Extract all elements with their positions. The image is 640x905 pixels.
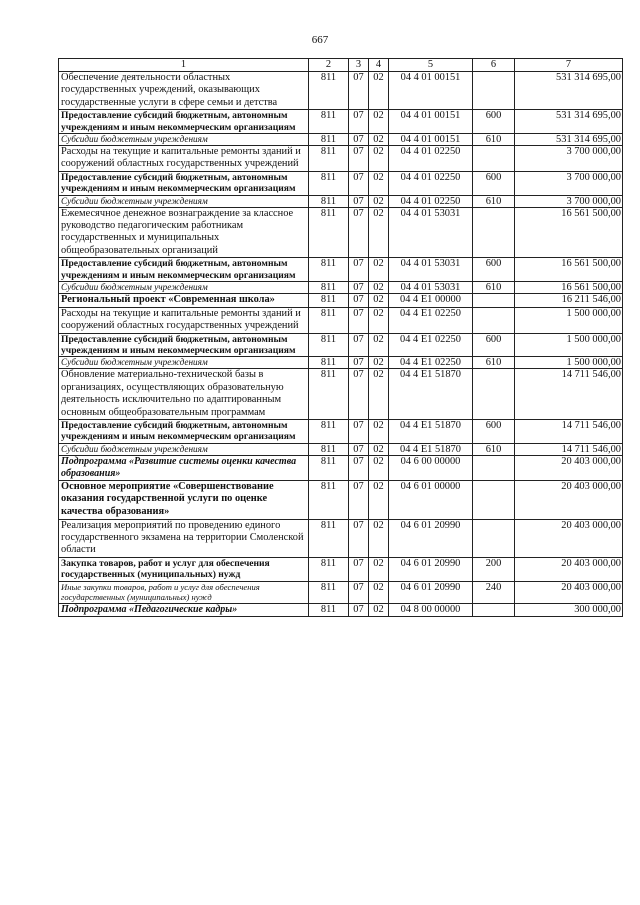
table-row (59, 357, 623, 369)
amount-cell: 20 403 000,00 (515, 480, 623, 519)
admin-code-cell: 811 (309, 443, 349, 455)
table-row (59, 519, 623, 557)
amount-cell: 16 561 500,00 (515, 258, 623, 282)
row-name-cell: Иные закупки товаров, работ и услуг для обеспечения государственных (муниципальных) нужд (59, 581, 309, 603)
amount-cell: 20 403 000,00 (515, 557, 623, 581)
section-code-cell: 07 (349, 333, 369, 357)
target-article-cell: 04 4 E1 00000 (389, 294, 473, 308)
expense-type-cell (473, 307, 515, 333)
table-row (59, 603, 623, 616)
section-code-cell: 07 (349, 557, 369, 581)
row-name-cell: Предоставление субсидий бюджетным, автономным учреждениям и иным некоммерческим организациям (59, 171, 309, 195)
expense-type-cell (473, 294, 515, 308)
amount-cell: 531 314 695,00 (515, 134, 623, 146)
target-article-cell: 04 4 E1 02250 (389, 333, 473, 357)
admin-code-cell: 811 (309, 207, 349, 258)
page-number: 667 (311, 34, 329, 46)
expense-type-cell: 610 (473, 443, 515, 455)
target-article-cell: 04 6 01 00000 (389, 480, 473, 519)
admin-code-cell: 811 (309, 369, 349, 420)
target-article-cell: 04 4 01 00151 (389, 110, 473, 134)
admin-code-cell: 811 (309, 294, 349, 308)
subsection-code-cell: 02 (369, 134, 389, 146)
target-article-cell: 04 4 E1 51870 (389, 419, 473, 443)
subsection-code-cell: 02 (369, 110, 389, 134)
row-name-cell: Субсидии бюджетным учреждениям (59, 357, 309, 369)
row-name-cell: Обновление материально-технической базы в организациях, осуществляющих образовательную деятельность исключительно по адаптированным основным общеобразовательным программам (59, 369, 309, 420)
column-header: 6 (473, 59, 515, 72)
row-name-cell: Предоставление субсидий бюджетным, автономным учреждениям и иным некоммерческим организациям (59, 258, 309, 282)
target-article-cell: 04 4 01 02250 (389, 195, 473, 207)
table-row (59, 171, 623, 195)
row-name-cell: Расходы на текущие и капитальные ремонты зданий и сооружений областных государственных учреждений (59, 146, 309, 172)
table-row (59, 443, 623, 455)
subsection-code-cell: 02 (369, 443, 389, 455)
amount-cell: 1 500 000,00 (515, 357, 623, 369)
table-row (59, 419, 623, 443)
subsection-code-cell: 02 (369, 195, 389, 207)
section-code-cell: 07 (349, 282, 369, 294)
admin-code-cell: 811 (309, 171, 349, 195)
admin-code-cell: 811 (309, 480, 349, 519)
expense-type-cell (473, 369, 515, 420)
table-row (59, 333, 623, 357)
subsection-code-cell: 02 (369, 455, 389, 480)
expense-type-cell: 610 (473, 357, 515, 369)
expense-type-cell: 600 (473, 171, 515, 195)
admin-code-cell: 811 (309, 333, 349, 357)
table-row (59, 581, 623, 603)
row-name-cell: Субсидии бюджетным учреждениям (59, 282, 309, 294)
row-name-cell: Подпрограмма «Развитие системы оценки качества образования» (59, 455, 309, 480)
row-name-cell: Региональный проект «Современная школа» (59, 294, 309, 308)
amount-cell: 1 500 000,00 (515, 307, 623, 333)
amount-cell: 3 700 000,00 (515, 171, 623, 195)
admin-code-cell: 811 (309, 134, 349, 146)
admin-code-cell: 811 (309, 519, 349, 557)
column-header: 4 (369, 59, 389, 72)
amount-cell: 20 403 000,00 (515, 519, 623, 557)
section-code-cell: 07 (349, 258, 369, 282)
column-header: 5 (389, 59, 473, 72)
row-name-cell: Предоставление субсидий бюджетным, автономным учреждениям и иным некоммерческим организациям (59, 419, 309, 443)
budget-table (58, 58, 623, 617)
table-row (59, 207, 623, 258)
table-row (59, 282, 623, 294)
expense-type-cell (473, 480, 515, 519)
amount-cell: 14 711 546,00 (515, 419, 623, 443)
expense-type-cell: 600 (473, 419, 515, 443)
subsection-code-cell: 02 (369, 307, 389, 333)
row-name-cell: Закупка товаров, работ и услуг для обеспечения государственных (муниципальных) нужд (59, 557, 309, 581)
expense-type-cell (473, 603, 515, 616)
target-article-cell: 04 4 E1 51870 (389, 443, 473, 455)
row-name-cell: Основное мероприятие «Совершенствование оказания государственной услуги по оценке качества образования» (59, 480, 309, 519)
table-row (59, 134, 623, 146)
admin-code-cell: 811 (309, 357, 349, 369)
section-code-cell: 07 (349, 72, 369, 110)
target-article-cell: 04 8 00 00000 (389, 603, 473, 616)
section-code-cell: 07 (349, 603, 369, 616)
amount-cell: 16 561 500,00 (515, 282, 623, 294)
admin-code-cell: 811 (309, 146, 349, 172)
admin-code-cell: 811 (309, 72, 349, 110)
table-row (59, 110, 623, 134)
target-article-cell: 04 4 01 02250 (389, 146, 473, 172)
amount-cell: 16 211 546,00 (515, 294, 623, 308)
subsection-code-cell: 02 (369, 294, 389, 308)
target-article-cell: 04 4 01 53031 (389, 282, 473, 294)
subsection-code-cell: 02 (369, 480, 389, 519)
section-code-cell: 07 (349, 171, 369, 195)
table-row (59, 369, 623, 420)
expense-type-cell: 200 (473, 557, 515, 581)
row-name-cell: Предоставление субсидий бюджетным, автономным учреждениям и иным некоммерческим организациям (59, 333, 309, 357)
subsection-code-cell: 02 (369, 419, 389, 443)
section-code-cell: 07 (349, 294, 369, 308)
table-row (59, 72, 623, 110)
admin-code-cell: 811 (309, 581, 349, 603)
subsection-code-cell: 02 (369, 357, 389, 369)
target-article-cell: 04 4 01 02250 (389, 171, 473, 195)
table-row (59, 455, 623, 480)
row-name-cell: Подпрограмма «Педагогические кадры» (59, 603, 309, 616)
expense-type-cell: 240 (473, 581, 515, 603)
section-code-cell: 07 (349, 443, 369, 455)
amount-cell: 3 700 000,00 (515, 195, 623, 207)
subsection-code-cell: 02 (369, 519, 389, 557)
subsection-code-cell: 02 (369, 369, 389, 420)
subsection-code-cell: 02 (369, 72, 389, 110)
subsection-code-cell: 02 (369, 581, 389, 603)
table-row (59, 146, 623, 172)
row-name-cell: Предоставление субсидий бюджетным, автономным учреждениям и иным некоммерческим организациям (59, 110, 309, 134)
section-code-cell: 07 (349, 195, 369, 207)
expense-type-cell: 600 (473, 110, 515, 134)
row-name-cell: Реализация мероприятий по проведению единого государственного экзамена на территории Смоленской области (59, 519, 309, 557)
expense-type-cell (473, 519, 515, 557)
row-name-cell: Расходы на текущие и капитальные ремонты зданий и сооружений областных государственных учреждений (59, 307, 309, 333)
admin-code-cell: 811 (309, 282, 349, 294)
expense-type-cell: 600 (473, 333, 515, 357)
subsection-code-cell: 02 (369, 333, 389, 357)
table-body (59, 72, 623, 617)
section-code-cell: 07 (349, 146, 369, 172)
target-article-cell: 04 4 01 53031 (389, 258, 473, 282)
subsection-code-cell: 02 (369, 557, 389, 581)
amount-cell: 1 500 000,00 (515, 333, 623, 357)
amount-cell: 3 700 000,00 (515, 146, 623, 172)
amount-cell: 20 403 000,00 (515, 581, 623, 603)
column-header: 7 (515, 59, 623, 72)
table-row (59, 307, 623, 333)
target-article-cell: 04 6 00 00000 (389, 455, 473, 480)
target-article-cell: 04 6 01 20990 (389, 557, 473, 581)
expense-type-cell: 610 (473, 282, 515, 294)
row-name-cell: Субсидии бюджетным учреждениям (59, 195, 309, 207)
column-header: 3 (349, 59, 369, 72)
admin-code-cell: 811 (309, 455, 349, 480)
amount-cell: 300 000,00 (515, 603, 623, 616)
column-header: 2 (309, 59, 349, 72)
row-name-cell: Обеспечение деятельности областных государственных учреждений, оказывающих государственные услуги в сфере семьи и детства (59, 72, 309, 110)
admin-code-cell: 811 (309, 258, 349, 282)
expense-type-cell (473, 207, 515, 258)
row-name-cell: Ежемесячное денежное вознаграждение за классное руководство педагогическим работникам государственных и муниципальных общеобразовательных организаций (59, 207, 309, 258)
section-code-cell: 07 (349, 207, 369, 258)
amount-cell: 16 561 500,00 (515, 207, 623, 258)
expense-type-cell (473, 455, 515, 480)
subsection-code-cell: 02 (369, 171, 389, 195)
amount-cell: 14 711 546,00 (515, 369, 623, 420)
target-article-cell: 04 4 01 00151 (389, 72, 473, 110)
admin-code-cell: 811 (309, 307, 349, 333)
target-article-cell: 04 4 E1 02250 (389, 307, 473, 333)
amount-cell: 14 711 546,00 (515, 443, 623, 455)
section-code-cell: 07 (349, 369, 369, 420)
amount-cell: 531 314 695,00 (515, 72, 623, 110)
column-header: 1 (59, 59, 309, 72)
target-article-cell: 04 6 01 20990 (389, 519, 473, 557)
target-article-cell: 04 4 01 00151 (389, 134, 473, 146)
amount-cell: 531 314 695,00 (515, 110, 623, 134)
section-code-cell: 07 (349, 134, 369, 146)
subsection-code-cell: 02 (369, 258, 389, 282)
section-code-cell: 07 (349, 110, 369, 134)
table-header-row (59, 59, 623, 72)
admin-code-cell: 811 (309, 110, 349, 134)
subsection-code-cell: 02 (369, 207, 389, 258)
expense-type-cell (473, 72, 515, 110)
target-article-cell: 04 4 E1 02250 (389, 357, 473, 369)
expense-type-cell (473, 146, 515, 172)
expense-type-cell: 610 (473, 134, 515, 146)
table-row (59, 480, 623, 519)
target-article-cell: 04 6 01 20990 (389, 581, 473, 603)
target-article-cell: 04 4 E1 51870 (389, 369, 473, 420)
table-row (59, 557, 623, 581)
subsection-code-cell: 02 (369, 146, 389, 172)
table-row (59, 195, 623, 207)
admin-code-cell: 811 (309, 419, 349, 443)
subsection-code-cell: 02 (369, 282, 389, 294)
section-code-cell: 07 (349, 419, 369, 443)
subsection-code-cell: 02 (369, 603, 389, 616)
admin-code-cell: 811 (309, 195, 349, 207)
expense-type-cell: 600 (473, 258, 515, 282)
row-name-cell: Субсидии бюджетным учреждениям (59, 134, 309, 146)
row-name-cell: Субсидии бюджетным учреждениям (59, 443, 309, 455)
section-code-cell: 07 (349, 581, 369, 603)
section-code-cell: 07 (349, 307, 369, 333)
admin-code-cell: 811 (309, 603, 349, 616)
admin-code-cell: 811 (309, 557, 349, 581)
section-code-cell: 07 (349, 357, 369, 369)
section-code-cell: 07 (349, 455, 369, 480)
section-code-cell: 07 (349, 480, 369, 519)
section-code-cell: 07 (349, 519, 369, 557)
target-article-cell: 04 4 01 53031 (389, 207, 473, 258)
expense-type-cell: 610 (473, 195, 515, 207)
amount-cell: 20 403 000,00 (515, 455, 623, 480)
table-row (59, 294, 623, 308)
table-row (59, 258, 623, 282)
